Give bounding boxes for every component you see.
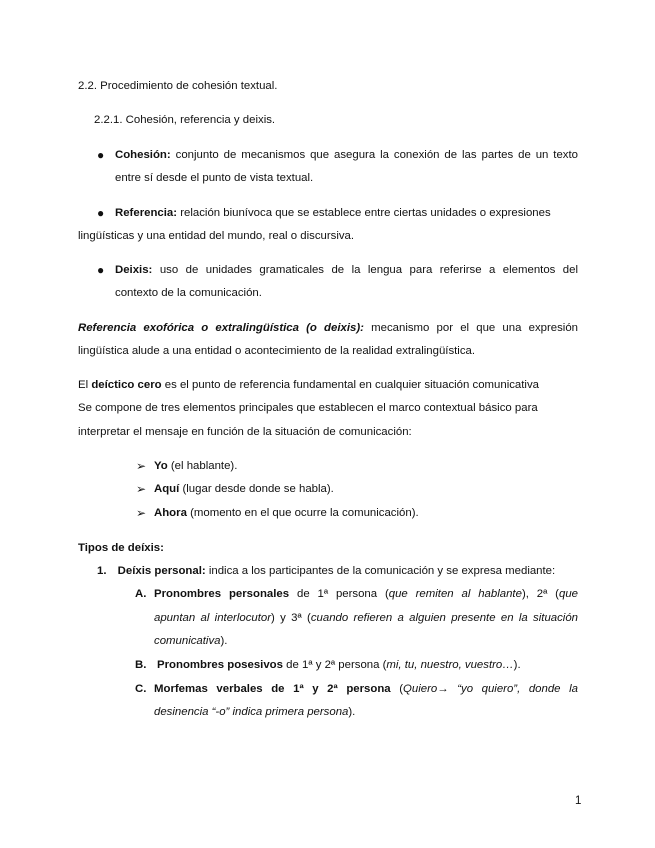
page-number: 1 xyxy=(575,795,582,807)
deictic-zero-line2: Se compone de tres elementos principales que establecen el marco contextual básico para xyxy=(78,402,538,414)
subtype-text: ). xyxy=(220,635,228,647)
definition-deixis xyxy=(115,263,578,277)
element-desc: (lugar desde donde se habla). xyxy=(182,483,334,495)
subtype-letter: C. xyxy=(135,683,147,695)
subtype-italic: mi, tu, nuestro, vuestro… xyxy=(386,659,514,671)
definition-referencia xyxy=(115,206,551,220)
subtype-a-line1 xyxy=(154,587,578,601)
exophoric-term: Referencia exofórica o extralingüística (o deixis): xyxy=(78,322,364,334)
subtype-c-line1 xyxy=(154,682,578,696)
element-item-aqui xyxy=(154,482,334,496)
deictic-zero-text: es el punto de referencia fundamental en cualquier situación comunicativa xyxy=(164,379,539,391)
definition-term: Cohesión: xyxy=(115,149,171,161)
element-desc: (momento en el que ocurre la comunicación). xyxy=(190,507,419,519)
definition-term: Deixis: xyxy=(115,264,153,276)
subtype-a-line2 xyxy=(154,611,578,625)
element-term: Yo xyxy=(154,460,168,472)
subtype-italic: que remiten al hablante xyxy=(388,588,522,600)
subtype-italic: Quiero→ “yo quiero”, donde la xyxy=(403,683,578,695)
subtype-italic: desinencia “-o” indica primera persona xyxy=(154,706,349,718)
subtype-term: Pronombres personales xyxy=(154,588,290,600)
type-item-personal xyxy=(97,564,555,578)
type-term: Deíxis personal: xyxy=(117,565,206,577)
definition-cohesion xyxy=(115,148,578,162)
deictic-zero-pre: El xyxy=(78,379,89,391)
types-heading-text: Tipos de deíxis: xyxy=(78,542,164,554)
definition-term: Referencia: xyxy=(115,207,178,219)
deictic-zero-paragraph xyxy=(78,378,539,392)
section-heading: 2.2. Procedimiento de cohesión textual. xyxy=(78,80,278,92)
exophoric-text-cont: lingüística alude a una entidad o acontecimiento de la realidad extralingüística. xyxy=(78,345,476,357)
subtype-text: ). xyxy=(513,659,521,671)
subtype-letter: B. xyxy=(135,659,147,671)
definition-text-cont: entre sí desde el punto de vista textual. xyxy=(115,172,314,184)
types-heading xyxy=(78,541,164,555)
type-desc: indica a los participantes de la comunicación y se expresa mediante: xyxy=(208,565,556,577)
subsection-heading: 2.2.1. Cohesión, referencia y deixis. xyxy=(94,114,276,126)
definition-text-cont: contexto de la comunicación. xyxy=(115,287,262,299)
element-term: Ahora xyxy=(154,507,187,519)
subtype-text: ( xyxy=(399,683,404,695)
element-desc: (el hablante). xyxy=(170,460,238,472)
subtype-italic: apuntan al interlocutor xyxy=(154,612,272,624)
subtype-b-line1 xyxy=(157,658,521,672)
subtype-text: de 1ª y 2ª persona ( xyxy=(286,659,387,671)
element-term: Aquí xyxy=(154,483,180,495)
definition-text: conjunto de mecanismos que asegura la conexión de las partes de un texto xyxy=(175,149,578,161)
deictic-zero-term: deíctico cero xyxy=(91,379,162,391)
bullet-icon: ● xyxy=(97,263,105,277)
subtype-text: ), 2ª ( xyxy=(521,588,559,600)
bullet-icon: ● xyxy=(97,206,105,220)
subtype-text: ) y 3ª ( xyxy=(271,612,311,624)
arrow-bullet-icon: ➢ xyxy=(136,459,147,473)
arrow-bullet-icon: ➢ xyxy=(136,482,147,496)
subtype-c-line2 xyxy=(154,705,355,719)
deictic-zero-line3: interpretar el mensaje en función de la situación de comunicación: xyxy=(78,426,412,438)
arrow-bullet-icon: ➢ xyxy=(136,506,147,520)
subtype-a-line3 xyxy=(154,634,227,648)
subtype-letter: A. xyxy=(135,588,147,600)
exophoric-paragraph xyxy=(78,321,578,335)
type-number: 1. xyxy=(97,565,107,577)
exophoric-text: mecanismo por el que una expresión xyxy=(371,322,579,334)
bullet-icon: ● xyxy=(97,148,105,162)
subtype-term: Morfemas verbales de 1ª y 2ª persona xyxy=(154,683,391,695)
definition-text: relación biunívoca que se establece entre ciertas unidades o expresiones xyxy=(180,207,551,219)
element-item-ahora xyxy=(154,506,419,520)
subtype-text: de 1ª persona ( xyxy=(296,588,389,600)
subtype-italic: que xyxy=(558,588,578,600)
definition-text-cont: lingüísticas y una entidad del mundo, real o discursiva. xyxy=(78,230,355,242)
definition-text: uso de unidades gramaticales de la lengua para referirse a elementos del xyxy=(159,264,578,276)
subtype-italic: comunicativa xyxy=(154,635,221,647)
subtype-italic: cuando refieren a alguien presente en la situación xyxy=(310,612,579,624)
subtype-text: ). xyxy=(348,706,356,718)
element-item-yo xyxy=(154,459,237,473)
subtype-term: Pronombres posesivos xyxy=(157,659,283,671)
